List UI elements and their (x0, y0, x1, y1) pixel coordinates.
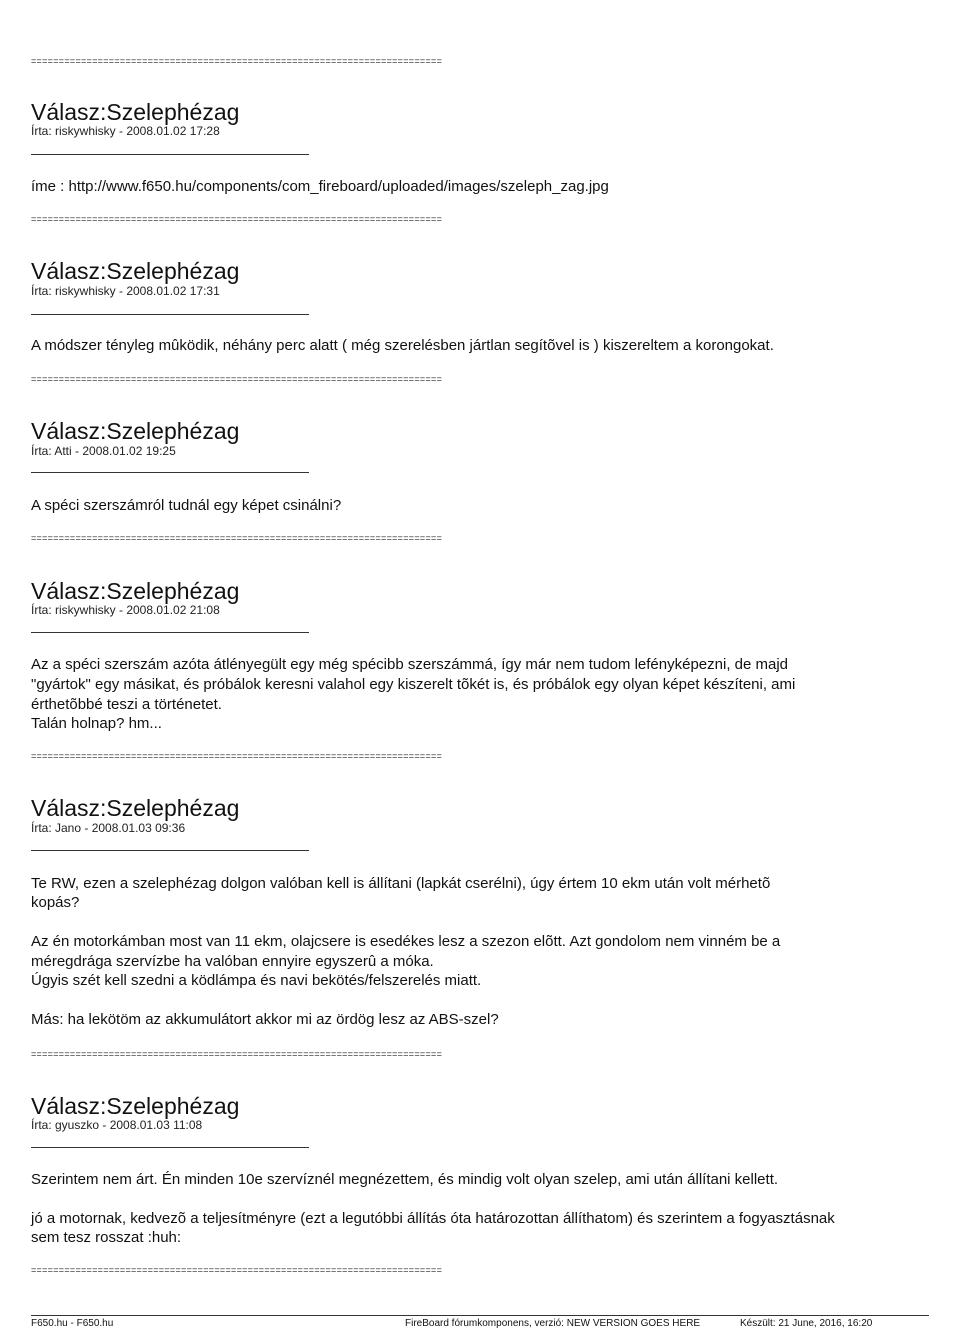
footer-component: FireBoard fórumkomponens, verzió: NEW VERSION GOES HERE (405, 1318, 701, 1329)
post-separator: ========================================================================== (31, 56, 443, 66)
post-body-line: Úgyis szét kell szedni a ködlámpa és navi bekötés/felszerelés miatt. (31, 972, 482, 989)
post-meta: Írta: gyuszko - 2008.01.03 11:08 (31, 1118, 203, 1132)
post-meta: Írta: Atti - 2008.01.02 19:25 (31, 444, 176, 458)
post-body-line: Az a spéci szerszám azóta átlényegült egy még spécibb szerszámmá, így már nem tudom lefényképezni, de majd (31, 656, 789, 673)
footer-generated: Készült: 21 June, 2016, 16:20 (740, 1318, 873, 1329)
post-body-line: íme : http://www.f650.hu/components/com_fireboard/uploaded/images/szeleph_zag.jpg (31, 178, 609, 195)
post-title: Válasz:Szelephézag (31, 418, 240, 444)
post-meta: Írta: riskywhisky - 2008.01.02 21:08 (31, 603, 220, 617)
post-divider (31, 1147, 309, 1148)
post-title: Válasz:Szelephézag (31, 795, 240, 821)
post-body-line: A módszer tényleg mûködik, néhány perc alatt ( még szerelésben jártlan segítõvel is ) kiszereltem a korongokat. (31, 337, 774, 354)
post-title: Válasz:Szelephézag (31, 1093, 240, 1119)
post-body-line: A spéci szerszámról tudnál egy képet csinálni? (31, 497, 342, 514)
post-separator: ========================================================================== (31, 1049, 443, 1059)
post-divider (31, 632, 309, 633)
post-body-line: Talán holnap? hm... (31, 715, 162, 732)
post-body-line: "gyártok" egy másikat, és próbálok keresni valahol egy kiszerelt tõkét is, és próbálok egy olyan képet készíteni, ami (31, 676, 796, 693)
post-separator: ========================================================================== (31, 214, 443, 224)
post-body-line: Te RW, ezen a szelephézag dolgon valóban kell is állítani (lapkát cserélni), úgy értem 10 ekm után volt mérhetõ (31, 875, 771, 892)
post-body-line: sem tesz rosszat :huh: (31, 1229, 182, 1246)
post-title: Válasz:Szelephézag (31, 578, 240, 604)
post-divider (31, 850, 309, 851)
post-body-line: méregdrága szervízbe ha valóban ennyire egyszerû a móka. (31, 953, 434, 970)
footer-divider (31, 1315, 929, 1316)
post-body-line: jó a motornak, kedvezõ a teljesítményre (ezt a legutóbbi állítás óta határozottan állíthatom) és szerintem a fogyasztásnak (31, 1210, 835, 1227)
post-meta: Írta: riskywhisky - 2008.01.02 17:28 (31, 124, 220, 138)
post-body-line: Más: ha lekötöm az akkumulátort akkor mi az ördög lesz az ABS-szel? (31, 1011, 499, 1028)
post-body-line: kopás? (31, 894, 80, 911)
post-title: Válasz:Szelephézag (31, 258, 240, 284)
post-separator: ========================================================================== (31, 374, 443, 384)
post-separator: ========================================================================== (31, 751, 443, 761)
post-body-line: érthetõbbé teszi a történetet. (31, 696, 222, 713)
post-separator: ========================================================================== (31, 1265, 443, 1275)
footer-site: F650.hu - F650.hu (31, 1318, 114, 1329)
post-meta: Írta: riskywhisky - 2008.01.02 17:31 (31, 284, 220, 298)
post-body-line: Az én motorkámban most van 11 ekm, olajcsere is esedékes lesz a szezon elõtt. Azt gondolom nem vinném be a (31, 933, 781, 950)
post-divider (31, 154, 309, 155)
post-title: Válasz:Szelephézag (31, 99, 240, 125)
post-body-line: Szerintem nem árt. Én minden 10e szervíznél megnézettem, és mindig volt olyan szelep, ami után állítani kellett. (31, 1171, 779, 1188)
post-meta: Írta: Jano - 2008.01.03 09:36 (31, 821, 186, 835)
post-divider (31, 472, 309, 473)
post-separator: ========================================================================== (31, 533, 443, 543)
post-divider (31, 314, 309, 315)
